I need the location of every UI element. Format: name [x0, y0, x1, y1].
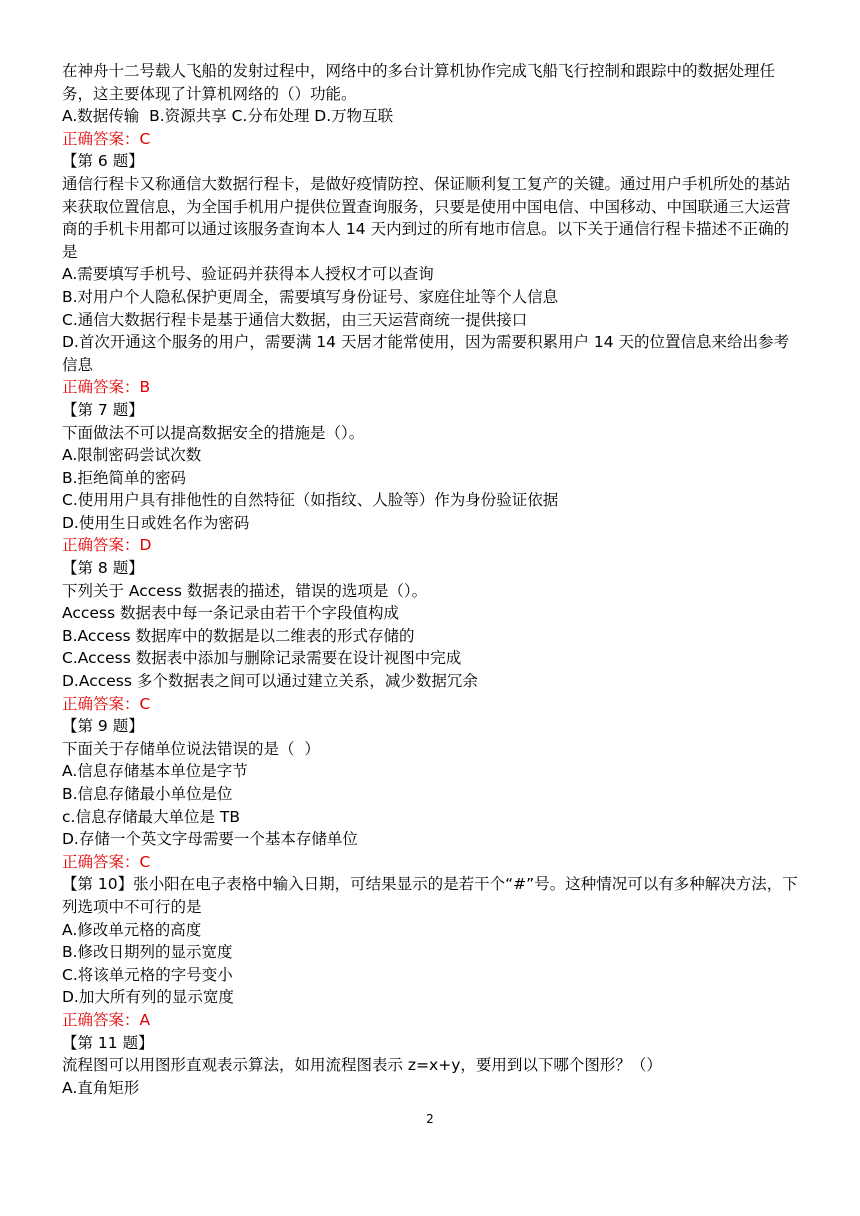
option-c: C.通信大数据行程卡是基于通信大数据，由三天运营商统一提供接口 — [62, 310, 528, 329]
question-text: 在神舟十二号载人飞船的发射过程中，网络中的多台计算机协作完成飞船飞行控制和跟踪中的数据处理任务，这主要体现了计算机网络的（）功能。 — [62, 62, 776, 103]
option-c: c.信息存储最大单位是 TB — [62, 807, 240, 826]
option-a: A.直角矩形 — [62, 1078, 140, 1097]
page-number: 2 — [426, 1112, 434, 1126]
option-b: B.对用户个人隐私保护更周全，需要填写身份证号、家庭住址等个人信息 — [62, 287, 559, 306]
question-text-11: 流程图可以用图形直观表示算法，如用流程图表示 z=x+y，要用到以下哪个图形？（） — [62, 1056, 662, 1075]
option-a: A.修改单元格的高度 — [62, 920, 202, 939]
option-a: Access 数据表中每一条记录由若干个字段值构成 — [62, 604, 399, 623]
question-heading-6: 【第 6 题】 — [62, 152, 144, 171]
question-text-9: 下面关于存储单位说法错误的是（ ） — [62, 739, 320, 758]
option-c: C.使用用户具有排他性的自然特征（如指纹、人脸等）作为身份验证依据 — [62, 491, 559, 510]
question-text-7: 下面做法不可以提高数据安全的措施是（）。 — [62, 423, 365, 442]
question-heading-7: 【第 7 题】 — [62, 400, 144, 419]
option-d: D.使用生日或姓名作为密码 — [62, 513, 250, 532]
option-b: B.拒绝简单的密码 — [62, 468, 187, 487]
option-a: A.需要填写手机号、验证码并获得本人授权才可以查询 — [62, 265, 434, 284]
option-c: C.将该单元格的字号变小 — [62, 965, 233, 984]
option-a: A.限制密码尝试次数 — [62, 446, 202, 465]
correct-answer: 正确答案：C — [62, 129, 151, 148]
question-text-6: 通信行程卡又称通信大数据行程卡，是做好疫情防控、保证顺利复工复产的关键。通过用户手机所处的基站来获取位置信息，为全国手机用户提供位置查询服务，只要是使用中国电信、中国移动、中国联通三大运营商的手机卡用都可以通过该服务查询本人 14 天内到过的所有地市信息。以下关于通信行程卡描述不正确的是 — [62, 174, 791, 261]
option-b: B.信息存储最小单位是位 — [62, 785, 233, 803]
option-a: A.信息存储基本单位是字节 — [62, 762, 248, 781]
option-b: B.修改日期列的显示宽度 — [62, 943, 233, 962]
question-heading-8: 【第 8 题】 — [62, 559, 144, 578]
option-d: D.Access 多个数据表之间可以通过建立关系，减少数据冗余 — [62, 672, 478, 691]
option-b: B.Access 数据库中的数据是以二维表的形式存储的 — [62, 626, 415, 645]
option-c: C.Access 数据表中添加与删除记录需要在设计视图中完成 — [62, 649, 462, 668]
question-text-8: 下列关于 Access 数据表的描述，错误的选项是（）。 — [62, 581, 428, 600]
option-d: D.存储一个英文字母需要一个基本存储单位 — [62, 830, 358, 849]
option-d: D.加大所有列的显示宽度 — [62, 988, 234, 1007]
correct-answer-9: 正确答案：C — [62, 852, 151, 871]
correct-answer-6: 正确答案：B — [62, 378, 151, 397]
options-line: A.数据传输 B.资源共享 C.分布处理 D.万物互联 — [62, 107, 394, 126]
question-text-10: 【第 10】张小阳在电子表格中输入日期，可结果显示的是若干个“#”号。这种情况可以有多种解决方法，下列选项中不可行的是 — [62, 875, 798, 916]
question-heading-11: 【第 11 题】 — [62, 1033, 154, 1052]
question-heading-9: 【第 9 题】 — [62, 717, 144, 736]
document-body — [62, 60, 802, 1099]
correct-answer-7: 正确答案：D — [62, 536, 152, 555]
correct-answer-8: 正确答案：C — [62, 694, 151, 713]
option-d: D.首次开通这个服务的用户，需要满 14 天居才能常使用，因为需要积累用户 14 天的位置信息来给出参考信息 — [62, 333, 790, 374]
correct-answer-10: 正确答案：A — [62, 1010, 151, 1029]
